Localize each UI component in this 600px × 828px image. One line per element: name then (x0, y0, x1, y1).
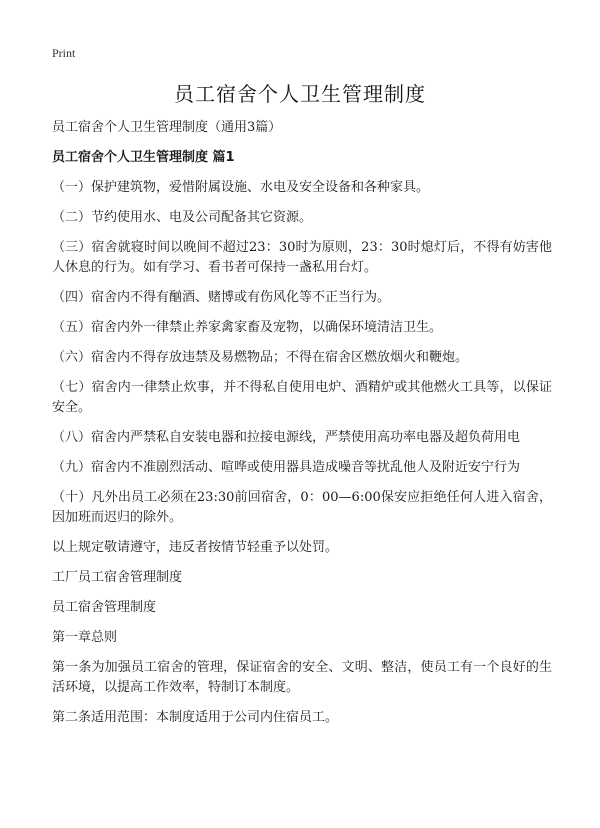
intro-line: 员工宿舍个人卫生管理制度（通用3篇） (52, 120, 282, 135)
rule-1: （一）保护建筑物，爱惜附属设施、水电及安全设备和各种家具。 (52, 180, 430, 195)
rule-10: （十）凡外出员工必须在23:30前回宿舍，0：00—6:00保安应拒绝任何人进入宿舍，因加班而迟归的除外。 (52, 490, 552, 525)
section-title: 员工宿舍个人卫生管理制度 篇1 (52, 150, 235, 165)
document-body (52, 118, 552, 738)
print-label: Print (52, 46, 76, 60)
rule-4: （四）宿舍内不得有酗酒、赌博或有伤风化等不正当行为。 (52, 290, 391, 305)
rule-7: （七）宿舍内一律禁止炊事，并不得私自使用电炉、酒精炉或其他燃火工具等，以保证安全。 (52, 380, 552, 415)
chapter-heading: 第一章总则 (52, 630, 118, 645)
rule-2: （二）节约使用水、电及公司配备其它资源。 (52, 210, 313, 225)
rule-3: （三）宿舍就寝时间以晚间不超过23：30时为原则，23：30时熄灯后，不得有妨害他人休息的行为。如有学习、看书者可保持一盏私用台灯。 (52, 240, 552, 275)
closing-line: 以上规定敬请遵守，违反者按情节轻重予以处罚。 (52, 540, 339, 555)
rule-6: （六）宿舍内不得存放违禁及易燃物品；不得在宿舍区燃放烟火和鞭炮。 (52, 350, 469, 365)
article-2: 第二条适用范围：本制度适用于公司内住宿员工。 (52, 710, 339, 725)
article-1: 第一条为加强员工宿舍的管理，保证宿舍的安全、文明、整洁，使员工有一个良好的生活环境，以提高工作效率，特制订本制度。 (52, 660, 552, 695)
factory-title: 工厂员工宿舍管理制度 (52, 570, 183, 585)
rule-8: （八）宿舍内严禁私自安装电器和拉接电源线，严禁使用高功率电器及超负荷用电 (52, 430, 521, 445)
rule-9: （九）宿舍内不准剧烈活动、喧哗或使用器具造成噪音等扰乱他人及附近安宁行为 (52, 460, 521, 475)
document-title: 员工宿舍个人卫生管理制度 (174, 82, 426, 106)
rule-5: （五）宿舍内外一律禁止养家禽家畜及宠物，以确保环境清洁卫生。 (52, 320, 443, 335)
dorm-title: 员工宿舍管理制度 (52, 600, 157, 615)
